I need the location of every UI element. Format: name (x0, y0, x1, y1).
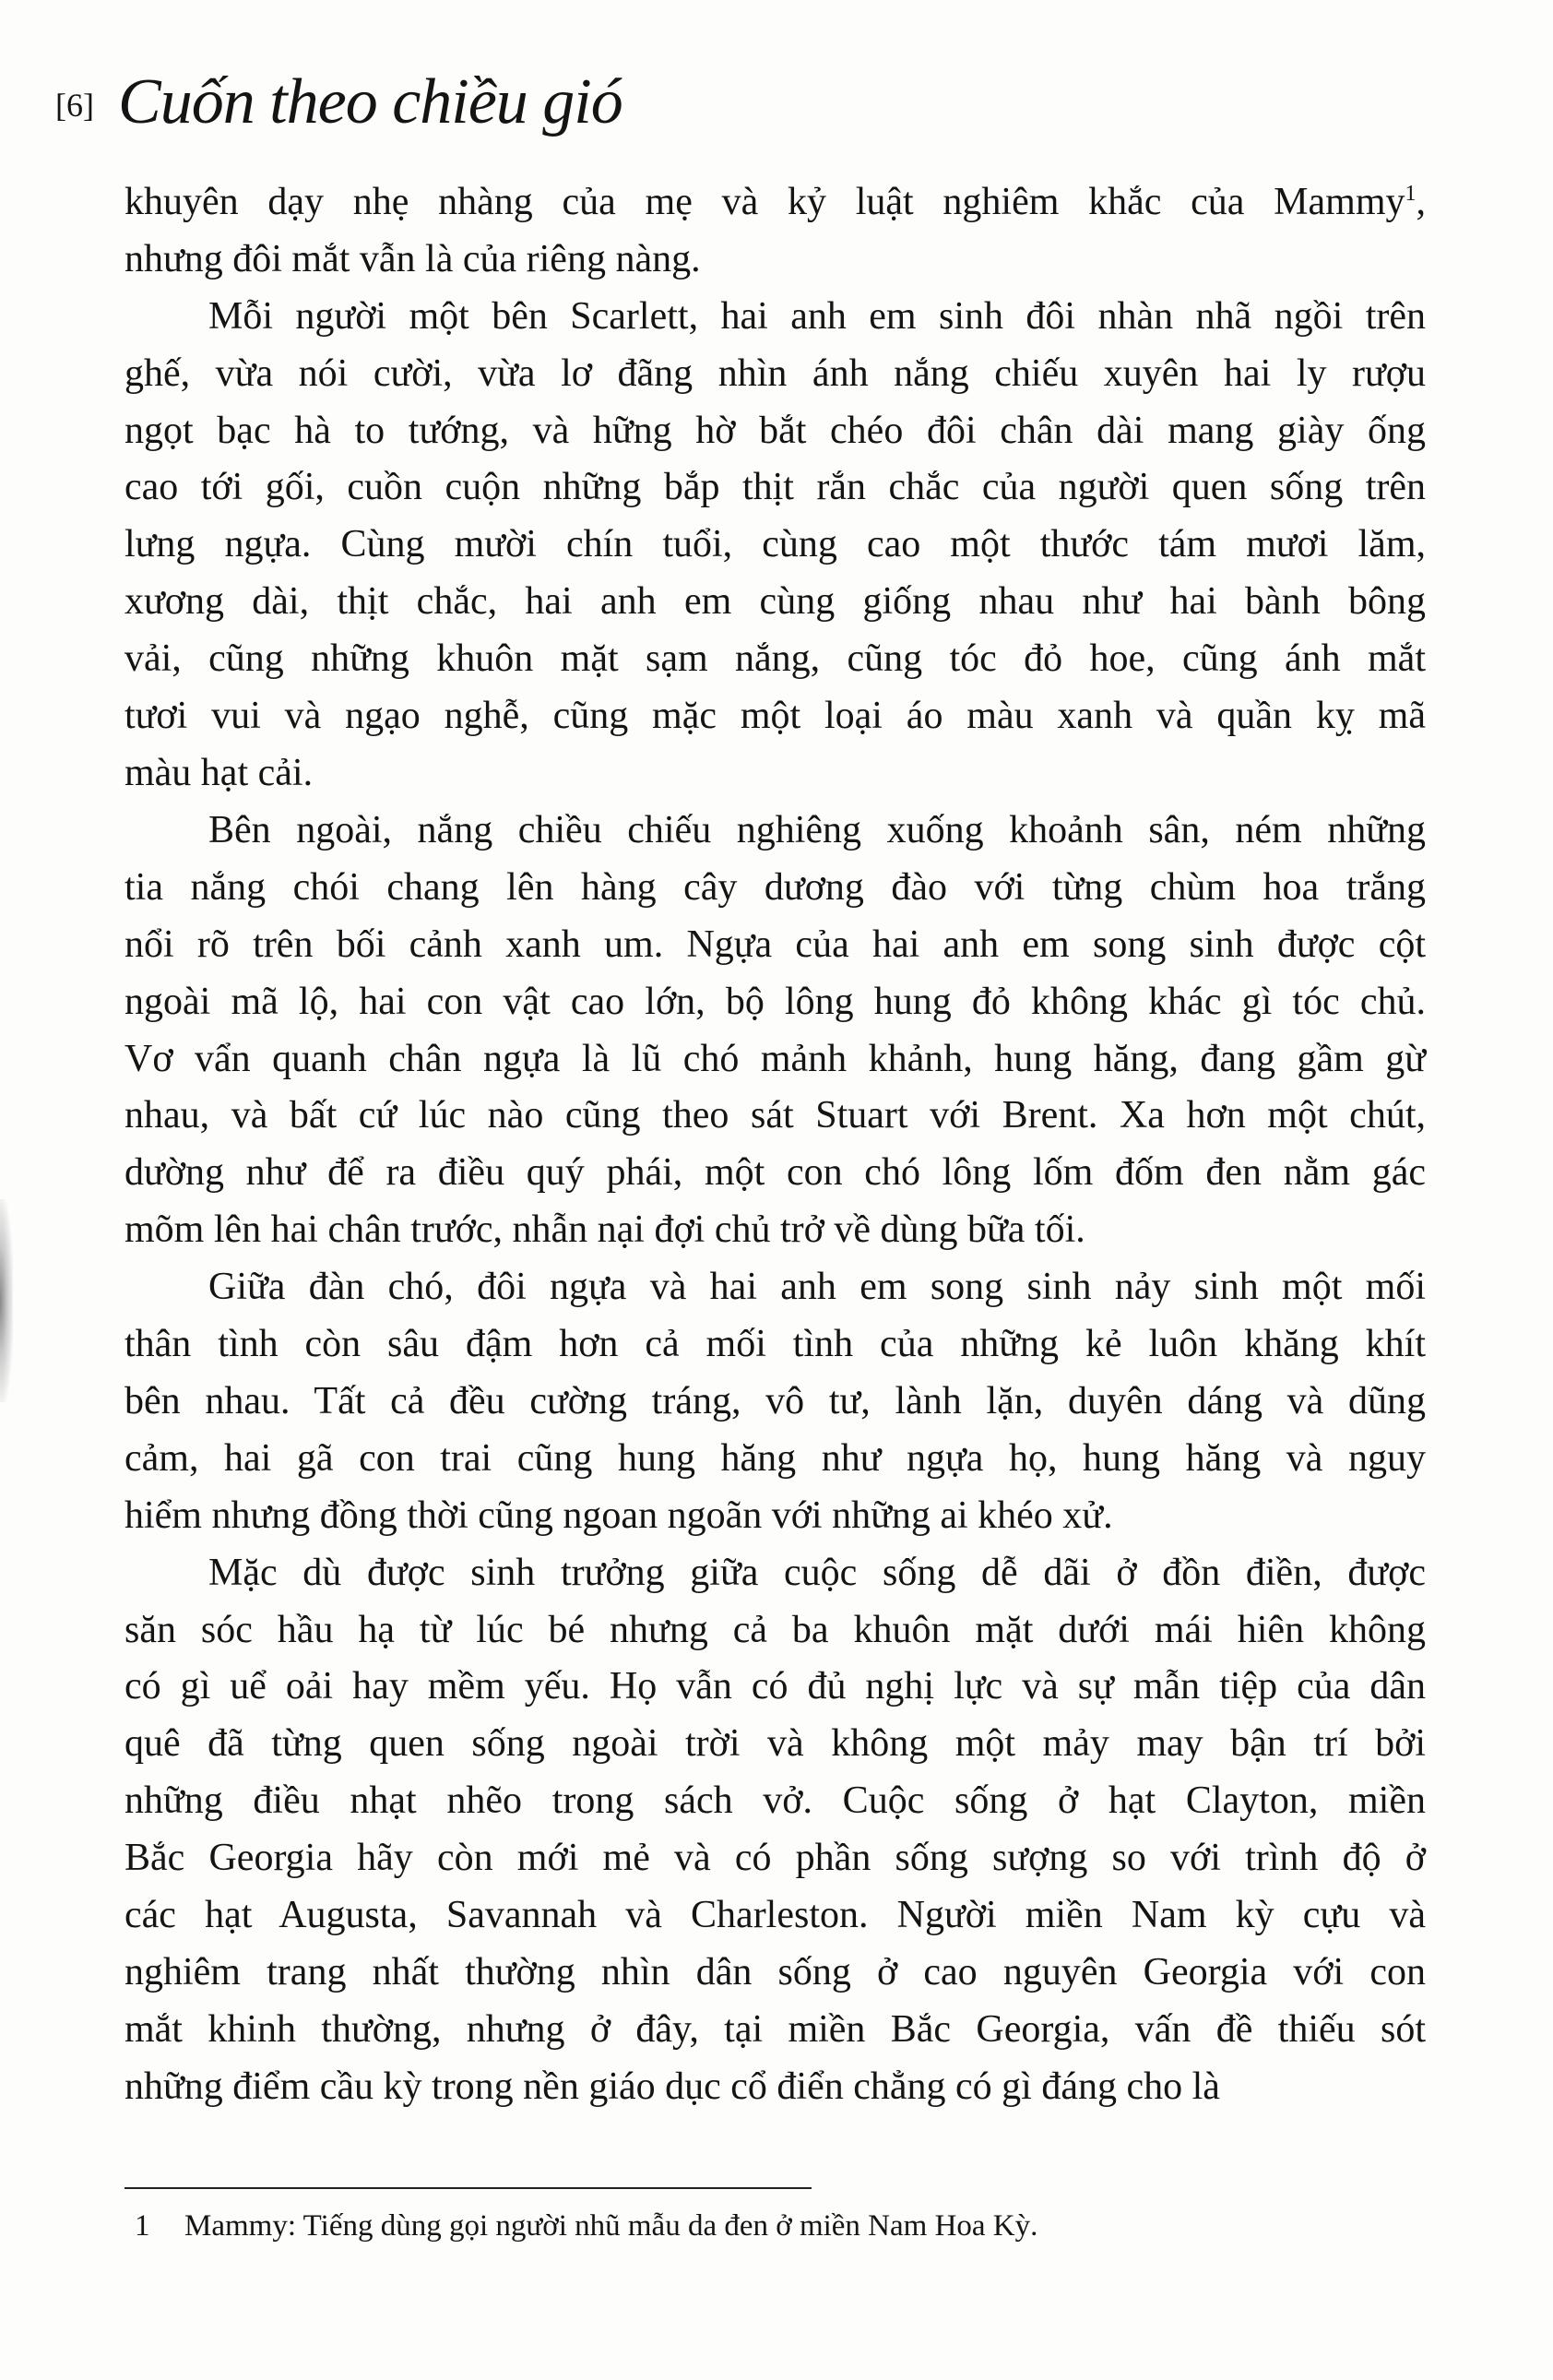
text-line: lưng ngựa. Cùng mười chín tuổi, cùng cao một thước tám mươi lăm, (124, 523, 1426, 565)
text-line: mõm lên hai chân trước, nhẫn nại đợi chủ trở về dùng bữa tối. (124, 1208, 1085, 1251)
text-line: quê đã từng quen sống ngoài trời và không một mảy may bận trí bởi (124, 1722, 1426, 1765)
text-line: Giữa đàn chó, đôi ngựa và hai anh em song sinh nảy sinh một mối (208, 1266, 1426, 1308)
text-line: ghế, vừa nói cười, vừa lơ đãng nhìn ánh nắng chiếu xuyên hai ly rượu (124, 352, 1426, 395)
page-number: [6] (55, 87, 94, 124)
text-line: ngọt bạc hà to tướng, và hững hờ bắt chéo đôi chân dài mang giày ống (124, 410, 1426, 452)
text-line: Bên ngoài, nắng chiều chiếu nghiêng xuống khoảnh sân, ném những (208, 809, 1426, 851)
text-line: màu hạt cải. (124, 752, 314, 794)
text-line: những điểm cầu kỳ trong nền giáo dục cổ điển chẳng có gì đáng cho là (124, 2065, 1220, 2108)
text-line: có gì uể oải hay mềm yếu. Họ vẫn có đủ nghị lực và sự mẫn tiệp của dân (124, 1665, 1426, 1708)
text-line: dường như để ra điều quý phái, một con chó lông lốm đốm đen nằm gác (124, 1151, 1426, 1194)
text-line: các hạt Augusta, Savannah và Charleston. Người miền Nam kỳ cựu và (124, 1894, 1426, 1936)
text-line: bên nhau. Tất cả đều cường tráng, vô tư, lành lặn, duyên dáng và dũng (124, 1380, 1426, 1422)
text-line: hiểm nhưng đồng thời cũng ngoan ngoãn với những ai khéo xử. (124, 1494, 1113, 1537)
text-line: Vơ vẩn quanh chân ngựa là lũ chó mảnh khảnh, hung hăng, đang gầm gừ (124, 1038, 1426, 1080)
text-line: cao tới gối, cuồn cuộn những bắp thịt rắn chắc của người quen sống trên (124, 466, 1426, 508)
text-line: nghiêm trang nhất thường nhìn dân sống ở cao nguyên Georgia với con (124, 1951, 1426, 1993)
text-line: những điều nhạt nhẽo trong sách vở. Cuộc sống ở hạt Clayton, miền (124, 1779, 1426, 1822)
text-line: Bắc Georgia hãy còn mới mẻ và có phần sống sượng so với trình độ ở (124, 1837, 1426, 1879)
text-line: ngoài mã lộ, hai con vật cao lớn, bộ lông hung đỏ không khác gì tóc chủ. (124, 981, 1426, 1023)
footnote-reference: 1 (1405, 182, 1417, 206)
footnote-divider (124, 2187, 812, 2189)
text-line: xương dài, thịt chắc, hai anh em cùng giống nhau như hai bành bông (124, 580, 1426, 623)
text-line: cảm, hai gã con trai cũng hung hăng như ngựa họ, hung hăng và nguy (124, 1437, 1426, 1480)
text-line: nhau, và bất cứ lúc nào cũng theo sát Stuart với Brent. Xa hơn một chút, (124, 1094, 1426, 1136)
running-title: Cuốn theo chiều gió (118, 66, 622, 137)
text-line: vải, cũng những khuôn mặt sạm nắng, cũng tóc đỏ hoe, cũng ánh mắt (124, 637, 1426, 680)
text-line: khuyên dạy nhẹ nhàng của mẹ và kỷ luật nghiêm khắc của Mammy$^1$, (124, 181, 1426, 223)
text-line: Mặc dù được sinh trưởng giữa cuộc sống dễ dãi ở đồn điền, được (208, 1552, 1426, 1594)
footnote-text: Mammy: Tiếng dùng gọi người nhũ mẫu da đen ở miền Nam Hoa Kỳ. (184, 2209, 1038, 2243)
text-line: săn sóc hầu hạ từ lúc bé nhưng cả ba khuôn mặt dưới mái hiên không (124, 1609, 1426, 1651)
text-line: thân tình còn sâu đậm hơn cả mối tình của những kẻ luôn khăng khít (124, 1323, 1426, 1365)
binding-shadow (0, 1199, 13, 1402)
text-line: nổi rõ trên bối cảnh xanh um. Ngựa của hai anh em song sinh được cột (124, 923, 1426, 966)
text-line: tươi vui và ngạo nghễ, cũng mặc một loại áo màu xanh và quần kỵ mã (124, 695, 1426, 737)
text-line: tia nắng chói chang lên hàng cây dương đào với từng chùm hoa trắng (124, 866, 1426, 909)
text-line: mắt khinh thường, nhưng ở đây, tại miền Bắc Georgia, vấn đề thiếu sót (124, 2008, 1426, 2051)
text-line: nhưng đôi mắt vẫn là của riêng nàng. (124, 238, 701, 280)
footnote-number: 1 (135, 2209, 150, 2243)
text-line: Mỗi người một bên Scarlett, hai anh em sinh đôi nhàn nhã ngồi trên (208, 295, 1426, 338)
